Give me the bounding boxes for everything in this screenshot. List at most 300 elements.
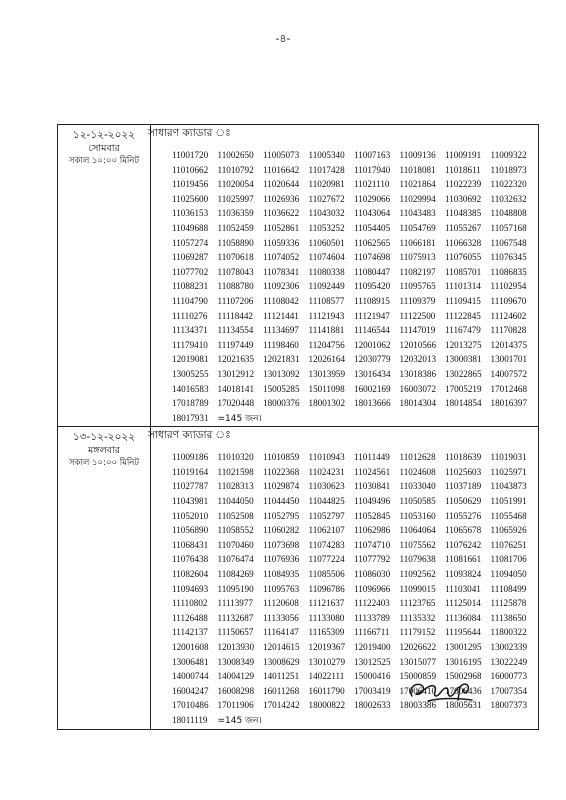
roll-number: 11103041 (445, 583, 481, 594)
roll-number: 11076438 (172, 554, 209, 565)
roll-number: 11102954 (490, 281, 527, 292)
roll-number: 11125878 (490, 598, 527, 609)
page-number: -৪- (275, 32, 291, 45)
roll-number: 11074283 (308, 539, 345, 550)
roll-row (172, 465, 538, 480)
roll-number: 11076251 (490, 539, 527, 550)
roll-number: 11150657 (217, 627, 254, 638)
roll-row (172, 538, 538, 553)
roll-number: 11141881 (308, 325, 345, 336)
roll-number: 11064064 (399, 525, 436, 536)
roll-number: 11052459 (217, 222, 254, 233)
roll-number: 14022111 (308, 671, 345, 682)
roll-number: 11086835 (490, 266, 527, 277)
roll-number: 11088780 (217, 281, 254, 292)
roll-number: 11132687 (217, 612, 254, 623)
roll-number: 11076936 (263, 554, 300, 565)
roll-row (172, 352, 538, 367)
roll-number: 11121947 (354, 310, 390, 321)
roll-number: 11107206 (217, 295, 254, 306)
roll-number: 11062107 (308, 525, 345, 536)
roll-number: 11122500 (399, 310, 436, 321)
roll-row (172, 552, 538, 567)
roll-number: 17010486 (172, 700, 209, 711)
roll-number: 11084269 (217, 569, 254, 580)
roll-number: 12014375 (490, 339, 527, 350)
roll-number: 11030692 (445, 193, 482, 204)
roll-number: 11135332 (399, 612, 436, 623)
roll-number: 12019367 (308, 642, 345, 652)
roll-number: 11055276 (445, 510, 482, 521)
roll-number: 11052861 (263, 222, 300, 233)
roll-number: 11078341 (263, 266, 300, 277)
roll-number: 15000859 (399, 671, 436, 682)
roll-number: 18011119 (172, 714, 208, 725)
roll-number: 12013275 (445, 339, 482, 350)
roll-number: 11009191 (445, 150, 482, 160)
date-cell (58, 125, 151, 427)
roll-number: 11082197 (399, 266, 436, 277)
roll-number: 11043483 (399, 208, 436, 219)
roll-row (172, 206, 538, 221)
roll-number: 11065926 (490, 525, 527, 536)
roll-number: 13002339 (490, 642, 527, 652)
roll-number: 11123765 (399, 598, 436, 609)
roll-number: 11018639 (445, 452, 482, 463)
roll-number: 18014854 (445, 398, 482, 409)
roll-number: 11001720 (172, 150, 209, 160)
roll-number: 11020054 (217, 179, 254, 190)
roll-number: 11017940 (354, 164, 391, 175)
roll-number: 11055468 (490, 510, 527, 521)
roll-number: 13016434 (354, 368, 391, 379)
roll-number: 13008629 (263, 656, 300, 667)
roll-number: 13005255 (172, 368, 209, 379)
roll-number: 11122845 (445, 310, 481, 321)
roll-number: 18017931 (172, 412, 209, 423)
roll-row (172, 294, 538, 309)
exam-weekday: সোমবার (88, 143, 120, 154)
roll-row (172, 450, 538, 465)
roll-row (172, 177, 538, 192)
roll-number: 11800322 (490, 627, 527, 638)
roll-number: 11077224 (308, 554, 345, 565)
roll-number: 18001302 (308, 398, 345, 409)
roll-number: 11054769 (399, 222, 436, 233)
roll-number: 11081661 (445, 554, 482, 565)
roll-row (172, 494, 538, 509)
roll-number: 12030779 (354, 354, 391, 365)
roll-number: 16003072 (399, 383, 436, 394)
roll-number: 11147019 (399, 325, 436, 336)
roll-number: 12021635 (217, 354, 254, 365)
roll-number: 11010320 (217, 452, 254, 463)
roll-number: 11076242 (445, 539, 482, 550)
roll-number: 11052795 (263, 510, 300, 521)
roll-number: 11093824 (445, 569, 482, 580)
roll-number: 13015077 (399, 656, 436, 667)
roll-number: 11019456 (172, 179, 209, 190)
roll-number: 11125014 (445, 598, 481, 609)
roll-number: 11075913 (399, 252, 436, 263)
roll-number: 11020981 (308, 179, 345, 190)
roll-number: 11005073 (263, 150, 300, 160)
roll-number: 13013959 (308, 368, 345, 379)
roll-number: 11086030 (354, 569, 391, 580)
roll-number: 11025997 (217, 193, 254, 204)
exam-date: ১২-১২-২০২২ (72, 129, 136, 141)
cadre-heading: সাধারণ ক্যাডার ঃ (148, 429, 231, 442)
roll-number: 13000381 (445, 354, 482, 365)
roll-number: 14007572 (490, 368, 527, 379)
roll-number: 11033040 (399, 481, 436, 492)
roll-number: 11067548 (490, 237, 527, 248)
roll-number: 11077792 (354, 554, 391, 565)
roll-number: 11025971 (490, 466, 527, 477)
roll-row (172, 625, 538, 640)
roll-number: 11029066 (354, 193, 391, 204)
roll-number: 11052845 (354, 510, 391, 521)
roll-number: 11070460 (217, 539, 254, 550)
roll-row (172, 698, 538, 713)
roll-number: 17007354 (490, 685, 527, 696)
roll-number: 11094050 (490, 569, 527, 580)
roll-number: 11060282 (263, 525, 300, 536)
roll-number: 12014615 (263, 642, 300, 652)
roll-number: 12001608 (172, 642, 209, 652)
roll-number: 12010566 (399, 339, 436, 350)
roll-number: 11009322 (490, 150, 527, 160)
roll-number: 11118442 (217, 310, 253, 321)
roll-total-row (172, 713, 538, 729)
roll-number: 11074604 (308, 252, 345, 263)
roll-number: 11095190 (217, 583, 254, 594)
roll-row (172, 611, 538, 626)
roll-number: 11121637 (308, 598, 345, 609)
exam-date: ১৩-১২-২০২২ (72, 431, 136, 444)
roll-number: 11011449 (354, 452, 390, 463)
roll-number: 17006436 (445, 685, 482, 696)
roll-number: 13008349 (217, 656, 254, 667)
roll-number: 11002650 (217, 150, 254, 160)
roll-number: 18005631 (445, 700, 482, 711)
roll-number: 17012468 (490, 383, 527, 394)
roll-number: 16011268 (263, 685, 300, 696)
roll-number: 13012525 (354, 656, 391, 667)
roll-number: 11007163 (354, 150, 391, 160)
roll-number: 12013930 (217, 642, 254, 652)
roll-number: 11204756 (308, 339, 345, 350)
roll-number: 11044825 (308, 496, 345, 507)
roll-number: 11095765 (399, 281, 436, 292)
roll-number: 11010662 (172, 164, 209, 175)
roll-number: 11079638 (399, 554, 436, 565)
roll-number: 11009136 (399, 150, 436, 160)
roll-number: 17011906 (217, 700, 254, 711)
roll-number: 14000744 (172, 671, 209, 682)
roll-row (172, 669, 538, 684)
roll-number: 11057168 (490, 222, 527, 233)
roll-row (172, 148, 538, 163)
roll-number: 11146544 (354, 325, 390, 336)
roll-number: 11019031 (490, 452, 527, 463)
roll-number: 11043032 (308, 208, 345, 219)
roll-list-cell (148, 427, 539, 729)
roll-number: 11134554 (217, 325, 254, 336)
roll-number: 18014304 (399, 398, 436, 409)
roll-number: 11029994 (399, 193, 436, 204)
roll-number: 11037189 (445, 481, 482, 492)
roll-number: 14004129 (217, 671, 254, 682)
roll-number: 13006481 (172, 656, 209, 667)
cadre-heading: সাধারণ ক্যাডার ঃ (148, 127, 231, 139)
roll-number: 11016642 (263, 164, 300, 175)
roll-number: 11060501 (308, 237, 345, 248)
roll-row (172, 338, 538, 353)
roll-number: 11167479 (445, 325, 481, 336)
roll-number: 11030841 (354, 481, 391, 492)
roll-number: 17014242 (263, 700, 300, 711)
total-count: =145 জন। (217, 413, 262, 424)
roll-row (172, 523, 538, 538)
roll-row (172, 640, 538, 655)
roll-number: 11092306 (263, 281, 300, 292)
roll-number: 11019164 (172, 466, 209, 477)
roll-row (172, 163, 538, 178)
roll-number: 12019400 (354, 642, 391, 652)
roll-number: 11021598 (217, 466, 254, 477)
roll-number: 17006410 (399, 685, 436, 696)
roll-number: 11066181 (399, 237, 436, 248)
roll-number: 11051991 (490, 496, 527, 507)
roll-number: 11059336 (263, 237, 300, 248)
roll-row (172, 367, 538, 382)
roll-number: 11029874 (263, 481, 300, 492)
roll-number: 11066328 (445, 237, 482, 248)
roll-number: 11078043 (217, 266, 254, 277)
roll-row (172, 309, 538, 324)
roll-number: 11012628 (399, 452, 436, 463)
exam-time: সকাল ১০:০০ মিনিট (68, 156, 139, 166)
roll-number: 11050629 (445, 496, 482, 507)
exam-weekday: মঙ্গলবার (88, 445, 120, 457)
roll-number: 11018973 (490, 164, 527, 175)
roll-row (172, 479, 538, 494)
roll-number: 11179410 (172, 339, 208, 350)
roll-number: 11096786 (308, 583, 345, 594)
roll-number: 11085506 (308, 569, 345, 580)
roll-number: 11030623 (308, 481, 345, 492)
roll-number: 11058890 (217, 237, 254, 248)
roll-number: 11074698 (354, 252, 391, 263)
roll-number: 13018386 (399, 368, 436, 379)
roll-number: 11054405 (354, 222, 391, 233)
roll-number: 11043873 (490, 481, 527, 492)
roll-row (172, 655, 538, 670)
roll-number: 13012912 (217, 368, 254, 379)
roll-number: 11018611 (445, 164, 481, 175)
roll-row (172, 221, 538, 236)
roll-row (172, 250, 538, 265)
roll-number: 11024561 (354, 466, 391, 477)
roll-number: 11134371 (172, 325, 208, 336)
roll-number: 11133080 (308, 612, 345, 623)
roll-number: 11043981 (172, 496, 209, 507)
roll-number: 11104790 (172, 295, 208, 306)
roll-number: 13013092 (263, 368, 300, 379)
roll-number: 11110802 (172, 598, 208, 609)
roll-number: 11053160 (399, 510, 436, 521)
roll-number: 15000416 (354, 671, 391, 682)
roll-number: 11057274 (172, 237, 209, 248)
roll-number: 11022239 (445, 179, 482, 190)
roll-number: 11043064 (354, 208, 391, 219)
roll-number: 11032632 (490, 193, 527, 204)
roll-number: 11036153 (172, 208, 209, 219)
roll-row (172, 382, 538, 397)
roll-number: 11170828 (490, 325, 527, 336)
roll-number: 11005340 (308, 150, 345, 160)
roll-row (172, 509, 538, 524)
roll-number: 11052508 (217, 510, 254, 521)
roll-number: 12021831 (263, 354, 300, 365)
roll-number: 15002968 (445, 671, 482, 682)
roll-number: 17018789 (172, 398, 209, 409)
roll-number: 11094693 (172, 583, 209, 594)
roll-row (172, 323, 538, 338)
schedule-row-1 (58, 125, 539, 427)
roll-number: 11113977 (217, 598, 253, 609)
roll-number: 11080338 (308, 266, 345, 277)
roll-number: 17020448 (217, 398, 254, 409)
roll-number: 12019081 (172, 354, 209, 365)
roll-number: 11165309 (308, 627, 345, 638)
roll-number: 11020644 (263, 179, 300, 190)
roll-number: 11109670 (490, 295, 527, 306)
roll-number: 11021110 (354, 179, 390, 190)
roll-number: 11092449 (308, 281, 345, 292)
roll-number: 11108042 (263, 295, 299, 306)
roll-number: 11108499 (490, 583, 527, 594)
roll-row (172, 567, 538, 582)
roll-number: 11121441 (263, 310, 299, 321)
roll-number: 11052010 (172, 510, 209, 521)
roll-number: 11044450 (263, 496, 300, 507)
exam-schedule-table (57, 124, 539, 730)
roll-number: 11022320 (490, 179, 527, 190)
roll-row (172, 265, 538, 280)
roll-number: 15005285 (263, 383, 300, 394)
roll-number: 11142137 (172, 627, 208, 638)
roll-number: 11036359 (217, 208, 254, 219)
roll-number: 11076345 (490, 252, 527, 263)
roll-number: 11009186 (172, 452, 209, 463)
roll-row (172, 192, 538, 207)
roll-number: 11010792 (217, 164, 254, 175)
roll-number: 13010279 (308, 656, 345, 667)
roll-number-list (151, 148, 538, 426)
roll-number: 12001062 (354, 339, 391, 350)
roll-row (172, 596, 538, 611)
roll-number: 13001701 (490, 354, 527, 365)
roll-number: 11076055 (445, 252, 482, 263)
roll-number: 11010859 (263, 452, 300, 463)
exam-time: সকাল ১০:০০ মিনিট (68, 458, 139, 469)
roll-number: 11101314 (445, 281, 481, 292)
roll-number: 11195644 (445, 627, 481, 638)
roll-number: 11122403 (354, 598, 390, 609)
roll-number: 11074052 (263, 252, 300, 263)
roll-number: 18016397 (490, 398, 527, 409)
roll-number: 11096966 (354, 583, 391, 594)
roll-number: 11068431 (172, 539, 209, 550)
roll-number: 11108577 (308, 295, 345, 306)
roll-number: 11070618 (217, 252, 254, 263)
roll-number: 11022368 (263, 466, 300, 477)
roll-number: 11018081 (399, 164, 436, 175)
date-cell (58, 427, 151, 729)
total-count: =145 জন। (217, 715, 262, 726)
roll-number: 11025600 (172, 193, 209, 204)
roll-number: 18007373 (490, 700, 527, 711)
roll-number: 11077702 (172, 266, 209, 277)
roll-number: 11073698 (263, 539, 300, 550)
roll-number: 12032013 (399, 354, 436, 365)
roll-number: 11084935 (263, 569, 300, 580)
roll-number: 11109415 (445, 295, 481, 306)
roll-number: 11056890 (172, 525, 209, 536)
roll-number: 11136084 (445, 612, 481, 623)
roll-number: 11164147 (263, 627, 299, 638)
roll-number: 11110276 (172, 310, 208, 321)
roll-number: 13022865 (445, 368, 482, 379)
roll-number: 18000376 (263, 398, 300, 409)
roll-number: 13022249 (490, 656, 527, 667)
roll-number: 16000773 (490, 671, 527, 682)
roll-number: 11053252 (308, 222, 345, 233)
roll-number: 11121943 (308, 310, 345, 321)
roll-number: 11069287 (172, 252, 209, 263)
roll-number: 12026622 (399, 642, 436, 652)
roll-number: 11120608 (263, 598, 299, 609)
roll-number: 11080447 (354, 266, 391, 277)
roll-number: 11108915 (354, 295, 390, 306)
roll-number: 11027787 (172, 481, 209, 492)
roll-number: 11074710 (354, 539, 391, 550)
roll-number: 11138650 (490, 612, 527, 623)
roll-number: 11065678 (445, 525, 482, 536)
roll-number: 18013666 (354, 398, 391, 409)
roll-number: 11049688 (172, 222, 209, 233)
roll-number: 11027672 (308, 193, 345, 204)
roll-number: 11095763 (263, 583, 300, 594)
roll-number: 11028313 (217, 481, 254, 492)
roll-number: 11133789 (354, 612, 390, 623)
roll-number: 11024608 (399, 466, 436, 477)
roll-number: 11052797 (308, 510, 345, 521)
roll-number: 13016195 (445, 656, 482, 667)
roll-number: 16008298 (217, 685, 254, 696)
roll-number: 15011098 (308, 383, 345, 394)
roll-number: 11124602 (490, 310, 527, 321)
roll-number: 11062986 (354, 525, 391, 536)
roll-number: 11026936 (263, 193, 300, 204)
roll-row (172, 684, 538, 699)
roll-number: 11197449 (217, 339, 254, 350)
roll-number: 11109379 (399, 295, 436, 306)
roll-number: 11048808 (490, 208, 527, 219)
roll-number: 14018141 (217, 383, 254, 394)
